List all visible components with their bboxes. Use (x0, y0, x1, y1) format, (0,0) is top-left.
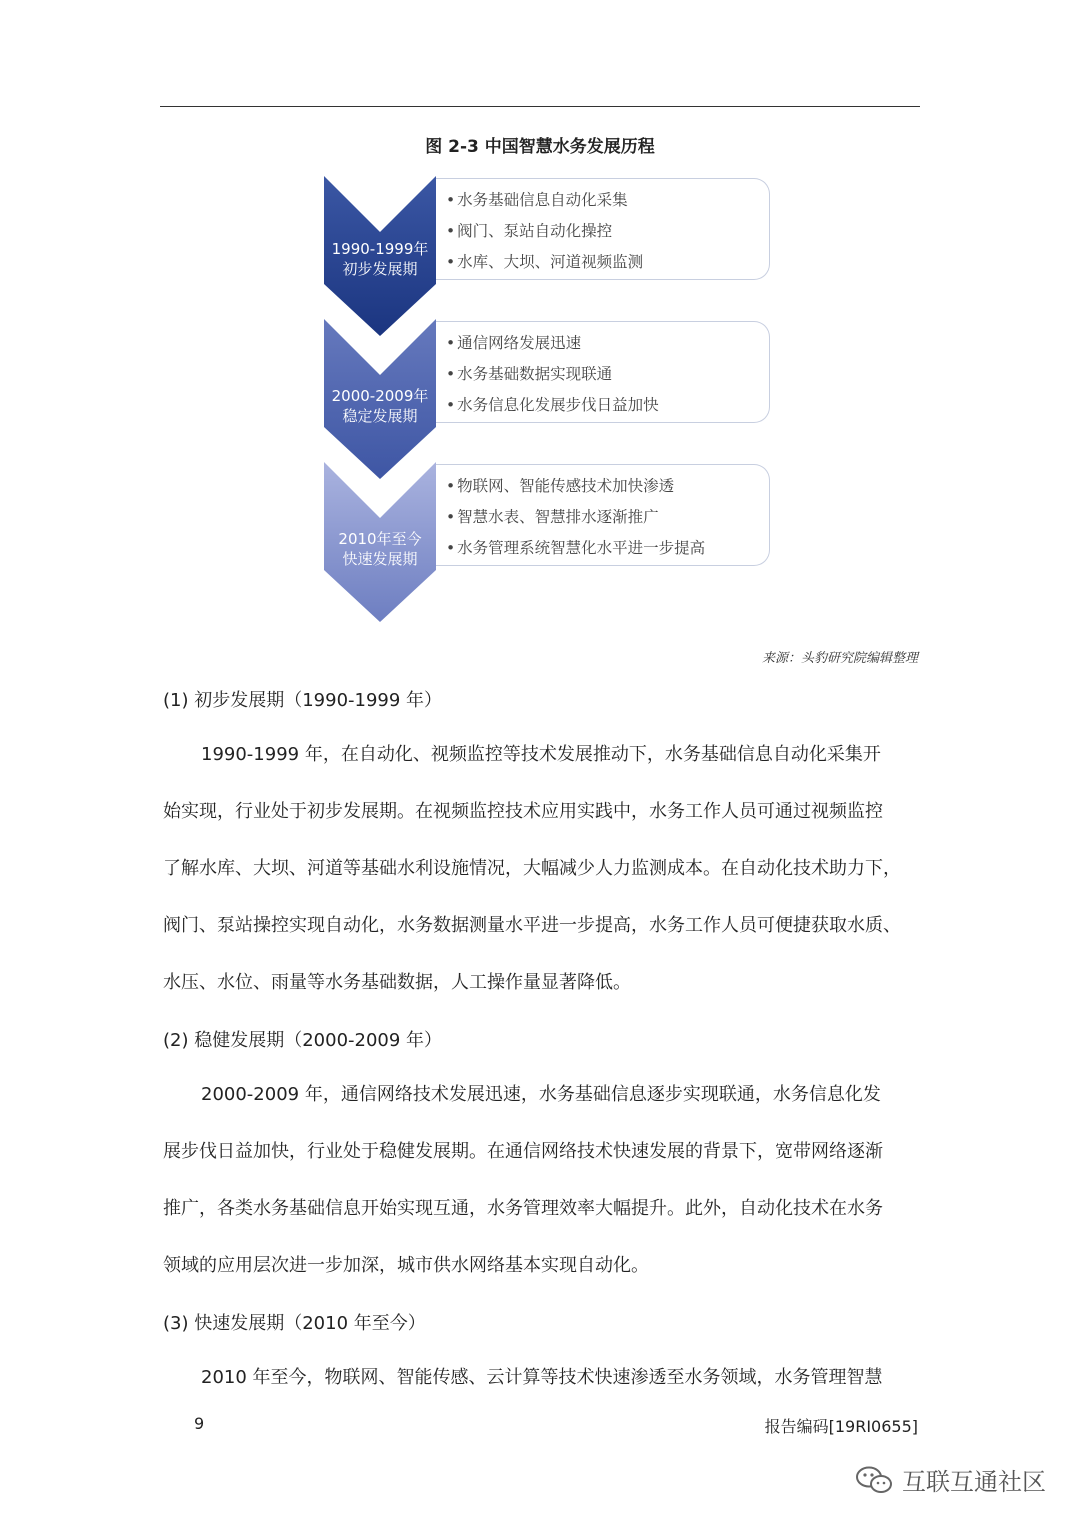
figure-title: 图 2-3 中国智慧水务发展历程 (425, 137, 655, 157)
watermark (854, 1462, 1046, 1497)
stage-bullets-box (436, 464, 770, 566)
timeline-stage (324, 462, 774, 622)
section-heading: (1) 初步发展期（1990-1999 年） (163, 690, 443, 711)
stage-name: 快速发展期 (342, 550, 418, 568)
stage-name: 稳定发展期 (342, 407, 418, 425)
stage-name: 初步发展期 (342, 260, 418, 278)
stage-period: 2000-2009年 (331, 387, 429, 405)
stage-bullet: • 物联网、智能传感技术加快渗透 (446, 471, 769, 502)
section-heading: (2) 稳健发展期（2000-2009 年） (163, 1030, 443, 1051)
stage-bullet: • 水务管理系统智慧化水平进一步提高 (446, 533, 769, 564)
stage-bullets-box (436, 321, 770, 423)
paragraph-line: 1990-1999 年，在自动化、视频监控等技术发展推动下，水务基础信息自动化采集开 (201, 744, 881, 765)
section-paragraph (163, 1349, 919, 1406)
paragraph-line: 推广，各类水务基础信息开始实现互通，水务管理效率大幅提升。此外，自动化技术在水务 (163, 1198, 883, 1219)
paragraph-line: 了解水库、大坝、河道等基础水利设施情况，大幅减少人力监测成本。在自动化技术助力下， (163, 858, 901, 879)
stage-bullets-box (436, 178, 770, 280)
watermark-text: 互联互通社区 (902, 1468, 1046, 1496)
page-number: 9 (194, 1414, 205, 1433)
stage-period: 2010年至今 (338, 530, 422, 548)
timeline-stage (324, 319, 774, 479)
stage-bullet: • 水库、大坝、河道视频监测 (446, 247, 769, 278)
paragraph-line: 展步伐日益加快，行业处于稳健发展期。在通信网络技术快速发展的背景下，宽带网络逐渐 (163, 1141, 883, 1162)
timeline-stage (324, 176, 774, 336)
stage-period: 1990-1999年 (331, 240, 429, 258)
stage-bullet: • 水务基础数据实现联通 (446, 359, 769, 390)
paragraph-line: 水压、水位、雨量等水务基础数据，人工操作量显著降低。 (163, 972, 631, 993)
section-paragraph (163, 726, 919, 1011)
report-code: 报告编码[19RI0655] (764, 1417, 918, 1436)
stage-bullet: • 水务信息化发展步伐日益加快 (446, 390, 769, 421)
figure-source: 来源：头豹研究院编辑整理 (761, 651, 918, 666)
stage-bullet: • 智慧水表、智慧排水逐渐推广 (446, 502, 769, 533)
stage-bullet: • 通信网络发展迅速 (446, 328, 769, 359)
stage-bullet: • 阀门、泵站自动化操控 (446, 216, 769, 247)
paragraph-line: 2000-2009 年，通信网络技术发展迅速，水务基础信息逐步实现联通，水务信息化发 (201, 1084, 881, 1105)
header-rule (160, 106, 920, 107)
section-paragraph (163, 1066, 919, 1294)
wechat-icon (854, 1465, 894, 1495)
paragraph-line: 领域的应用层次进一步加深，城市供水网络基本实现自动化。 (163, 1255, 649, 1276)
paragraph-line: 2010 年至今，物联网、智能传感、云计算等技术快速渗透至水务领域，水务管理智慧 (201, 1367, 883, 1388)
paragraph-line: 始实现，行业处于初步发展期。在视频监控技术应用实践中，水务工作人员可通过视频监控 (163, 801, 883, 822)
stage-bullet: • 水务基础信息自动化采集 (446, 185, 769, 216)
paragraph-line: 阀门、泵站操控实现自动化，水务数据测量水平进一步提高，水务工作人员可便捷获取水质、 (163, 915, 901, 936)
section-heading: (3) 快速发展期（2010 年至今） (163, 1313, 426, 1334)
